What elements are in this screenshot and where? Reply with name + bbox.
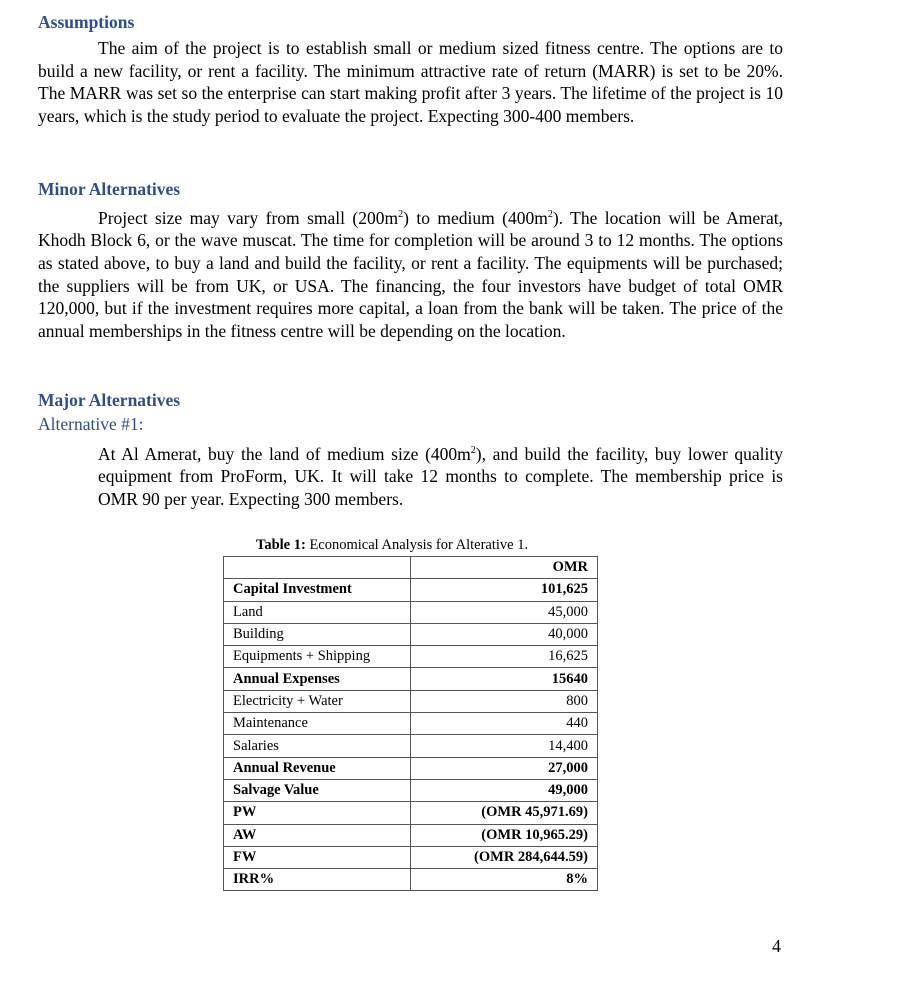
table-header-value: OMR xyxy=(411,557,598,579)
row-label: Building xyxy=(224,623,411,645)
row-value: (OMR 45,971.69) xyxy=(411,802,598,824)
table-row xyxy=(224,757,598,779)
row-label: Land xyxy=(224,601,411,623)
table-header-label xyxy=(224,557,411,579)
row-label: Equipments + Shipping xyxy=(224,646,411,668)
minor-sup-2: 2 xyxy=(547,209,553,220)
table-caption-text: Economical Analysis for Alterative 1. xyxy=(305,537,529,553)
table-row xyxy=(224,579,598,601)
row-value: 27,000 xyxy=(411,757,598,779)
row-label: FW xyxy=(224,846,411,868)
row-label: Salaries xyxy=(224,735,411,757)
row-value: 40,000 xyxy=(411,623,598,645)
minor-alternatives-paragraph xyxy=(38,204,783,342)
table-row xyxy=(224,735,598,757)
row-label: AW xyxy=(224,824,411,846)
row-value: 49,000 xyxy=(411,779,598,801)
row-value: 800 xyxy=(411,690,598,712)
table-row xyxy=(224,802,598,824)
table-row xyxy=(224,824,598,846)
minor-text-c: ). The location will be Amerat, Khodh Block 6, or the wave muscat. The time for completion will be around 3 to 12 months. The options as stated above, to buy a land and build the facility, or rent a facility. The equipments will be purchased; the suppliers will be from UK, or USA. The financing, the four investors have budget of total OMR 120,000, but if the investment requires more capital, a loan from the bank will be taken. The price of the annual memberships in the fitness centre will be depending on the location. xyxy=(38,207,784,341)
row-label: Electricity + Water xyxy=(224,690,411,712)
row-label: Maintenance xyxy=(224,713,411,735)
table-header-row xyxy=(224,557,598,579)
row-label: Annual Expenses xyxy=(224,668,411,690)
major-text-b: ), and build the facility, buy lower quality equipment from ProForm, UK. It will take 12 months to complete. The membership price is OMR 90 per year. Expecting 300 members. xyxy=(98,443,783,510)
major-alternatives-heading: Major Alternatives xyxy=(38,390,181,410)
row-value: 14,400 xyxy=(411,735,598,757)
row-label: Annual Revenue xyxy=(224,757,411,779)
major-sup: 2 xyxy=(470,445,476,456)
economic-analysis-table xyxy=(223,556,598,891)
row-value: 101,625 xyxy=(411,579,598,601)
alternative-1-paragraph xyxy=(98,440,783,511)
major-text-a: At Al Amerat, buy the land of medium size (400m xyxy=(98,443,471,464)
table-row xyxy=(224,779,598,801)
table-row xyxy=(224,601,598,623)
row-value: (OMR 10,965.29) xyxy=(411,824,598,846)
row-value: 16,625 xyxy=(411,646,598,668)
table-row xyxy=(224,713,598,735)
table-row xyxy=(224,646,598,668)
minor-text-a: Project size may vary from small (200m xyxy=(98,207,399,228)
minor-sup-1: 2 xyxy=(398,209,404,220)
row-value: 45,000 xyxy=(411,601,598,623)
table-row xyxy=(224,668,598,690)
row-value: (OMR 284,644.59) xyxy=(411,846,598,868)
row-label: PW xyxy=(224,802,411,824)
table-row xyxy=(224,690,598,712)
assumptions-text: The aim of the project is to establish small or medium sized fitness centre. The options are to build a new facility, or rent a facility. The minimum attractive rate of return (MARR) is set to be 20%. The MARR was set so the enterprise can start making profit after 3 years. The lifetime of the project is 10 years, which is the study period to evaluate the project. Expecting 300-400 members. xyxy=(38,38,783,126)
row-value: 8% xyxy=(411,869,598,891)
table-caption xyxy=(256,537,528,554)
table-row xyxy=(224,846,598,868)
assumptions-paragraph xyxy=(38,37,783,127)
table-caption-bold: Table 1: xyxy=(256,537,306,553)
row-label: IRR% xyxy=(224,869,411,891)
table-row xyxy=(224,869,598,891)
page-number: 4 xyxy=(772,936,781,956)
row-value: 440 xyxy=(411,713,598,735)
alternative-1-label: Alternative #1: xyxy=(38,414,144,434)
table-row xyxy=(224,623,598,645)
minor-alternatives-heading: Minor Alternatives xyxy=(38,179,181,199)
row-label: Capital Investment xyxy=(224,579,411,601)
row-value: 15640 xyxy=(411,668,598,690)
assumptions-heading: Assumptions xyxy=(38,12,135,32)
minor-text-b: ) to medium (400m xyxy=(403,207,548,228)
row-label: Salvage Value xyxy=(224,779,411,801)
